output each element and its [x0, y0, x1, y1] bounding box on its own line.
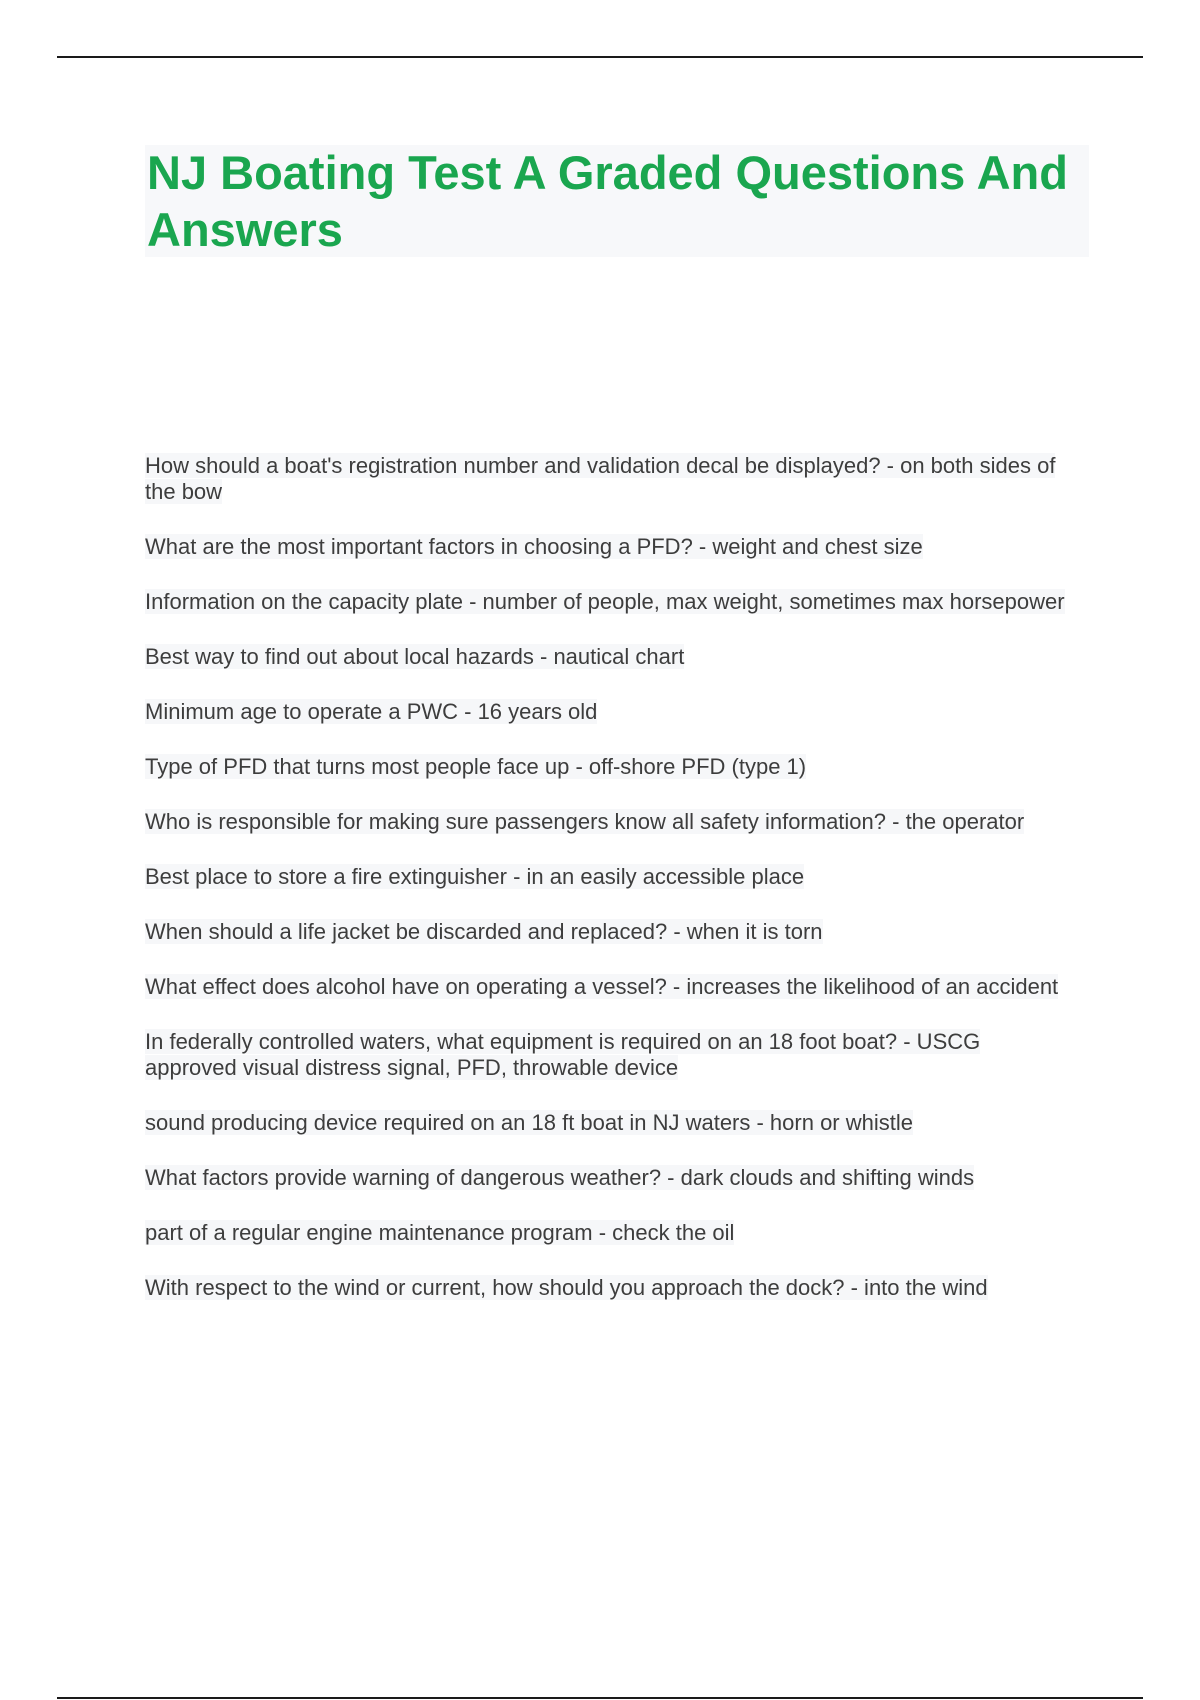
top-rule: [57, 56, 1143, 58]
qa-item: What effect does alcohol have on operating a vessel? - increases the likelihood of an accident: [145, 974, 1059, 999]
qa-item: How should a boat's registration number and validation decal be displayed? - on both sides of the bow: [145, 453, 1056, 504]
qa-item: What are the most important factors in choosing a PFD? - weight and chest size: [145, 534, 923, 559]
bottom-rule: [57, 1697, 1143, 1699]
qa-item: With respect to the wind or current, how should you approach the dock? - into the wind: [145, 1275, 988, 1300]
qa-item: sound producing device required on an 18 ft boat in NJ waters - horn or whistle: [145, 1110, 913, 1135]
qa-item: Type of PFD that turns most people face up - off-shore PFD (type 1): [145, 754, 807, 779]
qa-list: [145, 453, 1075, 1330]
qa-item: Information on the capacity plate - number of people, max weight, sometimes max horsepower: [145, 589, 1065, 614]
qa-item: When should a life jacket be discarded and replaced? - when it is torn: [145, 919, 823, 944]
qa-item: Best place to store a fire extinguisher - in an easily accessible place: [145, 864, 805, 889]
document-title: NJ Boating Test A Graded Questions And Answers: [147, 146, 1068, 256]
qa-item: In federally controlled waters, what equipment is required on an 18 foot boat? - USCG approved visual distress signal, PFD, throwable device: [145, 1029, 981, 1080]
qa-item: Best way to find out about local hazards - nautical chart: [145, 644, 685, 669]
qa-item: Who is responsible for making sure passengers know all safety information? - the operator: [145, 809, 1025, 834]
qa-item: Minimum age to operate a PWC - 16 years old: [145, 699, 598, 724]
qa-item: part of a regular engine maintenance program - check the oil: [145, 1220, 735, 1245]
qa-item: What factors provide warning of dangerous weather? - dark clouds and shifting winds: [145, 1165, 975, 1190]
